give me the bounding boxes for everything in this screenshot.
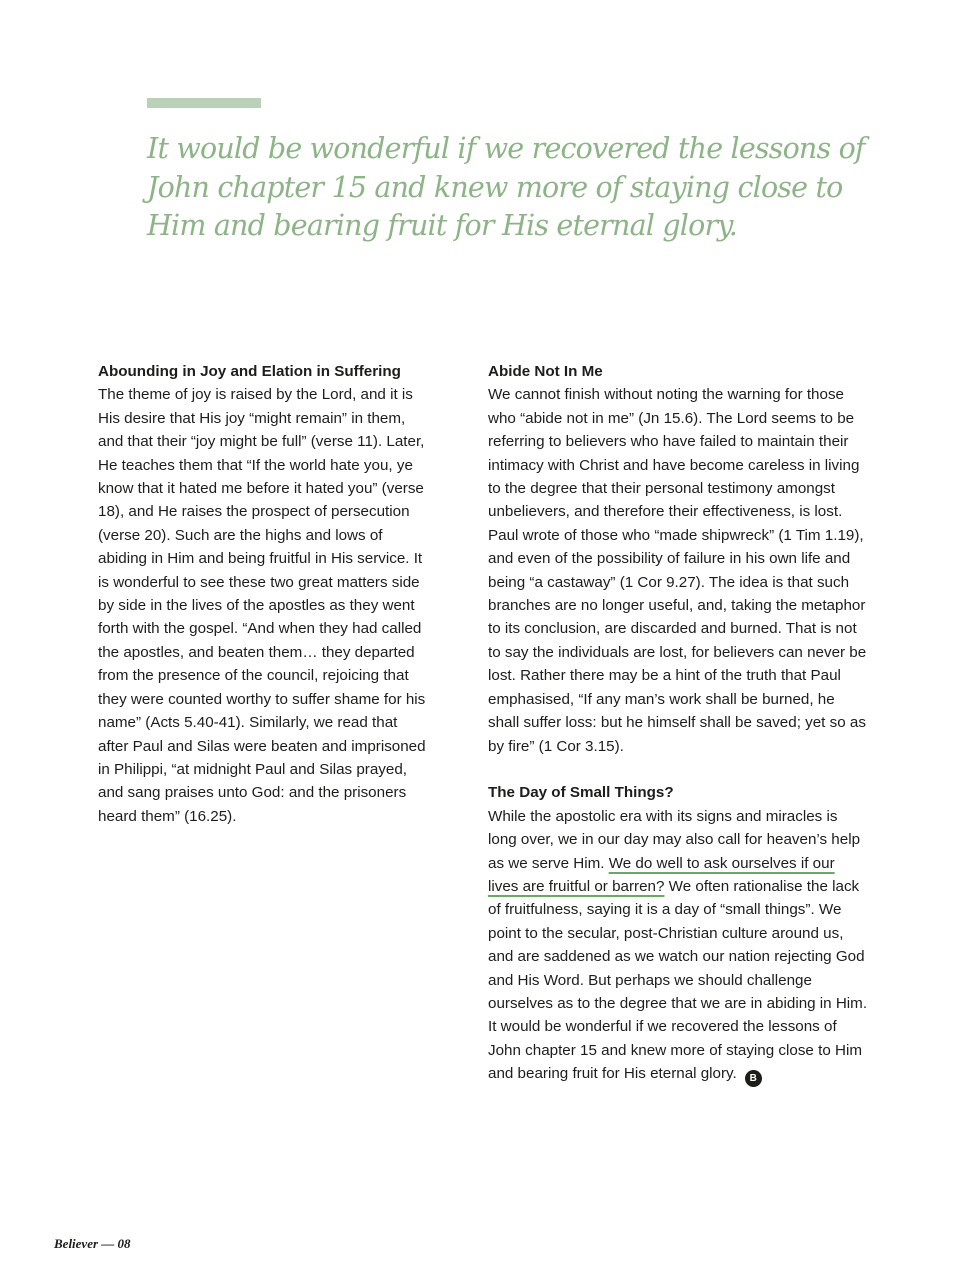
right-column (488, 360, 868, 1087)
pull-quote: It would be wonderful if we recovered the lessons of John chapter 15 and knew more of staying close to Him and bearing fruit for His eternal glory. (147, 132, 865, 242)
body-text-after: We often rationalise the lack of fruitfulness, saying it is a day of “small things”. We point to the secular, post-Christian culture around us, and are saddened as we watch our nation rejecting God and His Word. But perhaps we should challenge ourselves as to the degree that we are in abiding in Him. It would be wonderful if we recovered the lessons of John chapter 15 and knew more of staying close to Him and bearing fruit for His eternal glory. (488, 877, 868, 1083)
left-column (98, 360, 428, 828)
page-footer: Believer — 08 (54, 1236, 131, 1251)
accent-bar (147, 98, 261, 108)
section-heading-abide: Abide Not In Me (488, 363, 603, 380)
section-heading-small-things: The Day of Small Things? (488, 784, 674, 802)
believer-end-mark-icon: B (745, 1070, 762, 1087)
paragraph-gap (488, 758, 868, 781)
section-body-small-things (488, 805, 868, 1087)
section-body-joy: The theme of joy is raised by the Lord, and it is His desire that His joy “might remain” in them, and that their “joy might be full” (verse 11). Later, He teaches them that “If the world hate you, ye know that it hated me before it hated you” (verse 18), and He raises the prospect of persecution (verse 20). Such are the highs and lows of abiding in Him and being fruitful in His service. It is wonderful to see these two great matters side by side in the lives of the apostles as they went forth with the gospel. “And when they had called the apostles, and beaten them… they departed from the presence of the council, rejoicing that they were counted worthy to suffer shame for his name” (Acts 5.40-41). Similarly, we read that after Paul and Silas were beaten and imprisoned in Philippi, “at midnight Paul and Silas prayed, and sang praises unto God: and the prisoners heard them” (16.25). (98, 386, 426, 825)
body-text-before: While the apostolic era with its signs and miracles is long over, we in our day may also call for heaven’s help as we serve Him. (488, 807, 861, 872)
section-heading-joy: Abounding in Joy and Elation in Suffering (98, 363, 401, 380)
section-body-abide: We cannot finish without noting the warning for those who “abide not in me” (Jn 15.6). The Lord seems to be referring to believers who have failed to maintain their intimacy with Christ and have become careless in living to the degree that their personal testimony amongst unbelievers, and therefore their effectiveness, is lost. Paul wrote of those who “made shipwreck” (1 Tim 1.19), and even of the possibility of failure in his own life and being “a castaway” (1 Cor 9.27). The idea is that such branches are no longer useful, and, taking the metaphor to its conclusion, are discarded and burned. That is not to say the individuals are lost, for believers can never be lost. Rather there may be a hint of the truth that Paul emphasised, “If any man’s work shall be burned, he shall suffer loss: but he himself shall be saved; yet so as by fire” (1 Cor 3.15). (488, 386, 867, 755)
underlined-question: We do well to ask ourselves if our lives are fruitful or barren? (488, 854, 835, 895)
